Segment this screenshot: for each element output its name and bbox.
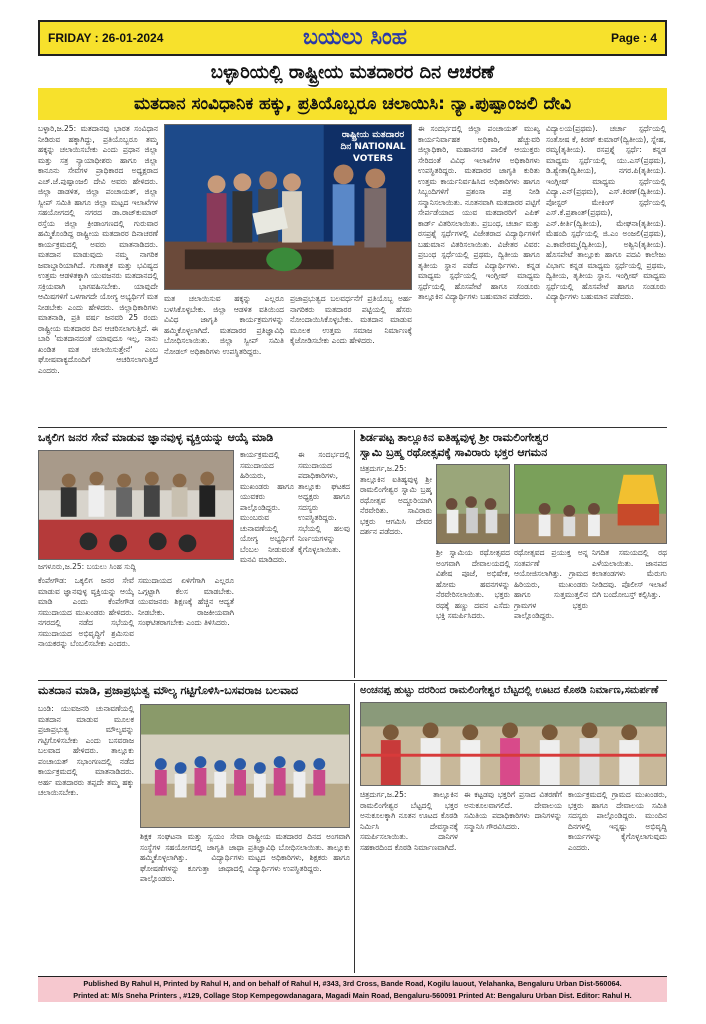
story5-headline: ಅಂಚನಪ್ಪ ಹುಟ್ಟು ದರರಿಂದ ರಾಮಲಿಂಗೇಶ್ವರ ಬೆಟ್ಟದಲ್ಲಿ ಊಟದ ಕೊಠಡಿ ನಿರ್ಮಾಣ,ಸಮರ್ಪಣೆ: [360, 685, 659, 696]
lead-column-below-photo-left: ಮತ ಚಲಾಯಿಸುವ ಹಕ್ಕನ್ನು ಎಲ್ಲರೂ ಬಳಸಿಕೊಳ್ಳಬೇಕು. ಜಿಲ್ಲಾ ಆಡಳಿತ ವತಿಯಿಂದ ವಿವಿಧ ಜಾಗೃತಿ ಕಾರ್ಯಕ್ರಮಗಳನ್ನು ಹಮ್ಮಿಕೊಳ್ಳಲಾಗಿದೆ. ಮತದಾರರ ಪ್ರತಿಜ್ಞಾವಿಧಿ ಬೋಧಿಸಲಾಯಿತು. ಜಿಲ್ಲಾ ಸ್ವೀಪ್ ಸಮಿತಿ ನೋಡಲ್ ಅಧಿಕಾರಿಗಳು ಉಪಸ್ಥಿತರಿದ್ದರು.: [164, 294, 284, 356]
lead-column-1: ಬಳ್ಳಾರಿ,ಜ.25: ಮತದಾನವು ಭಾರತ ಸಂವಿಧಾನ ನೀಡಿರುವ ಹಕ್ಕಾಗಿದ್ದು, ಪ್ರತಿಯೊಬ್ಬರೂ ತಮ್ಮ ಹಕ್ಕನ್ನು ಚಲಾಯಿಸಬೇಕು ಎಂದು ಪ್ರಧಾನ ಜಿಲ್ಲಾ ಮತ್ತು ಸತ್ರ ನ್ಯಾಯಾಧೀಶರು ಹಾಗೂ ಜಿಲ್ಲಾ ಕಾನೂನು ಸೇವೆಗಳ ಪ್ರಾಧಿಕಾರದ ಅಧ್ಯಕ್ಷರಾದ ಎಚ್.ಜೆ.ಪುಷ್ಪಾಂಜಲಿ ದೇವಿ ಅವರು ಹೇಳಿದರು. ಜಿಲ್ಲಾ ಡಾಡಳಿತ, ಜಿಲ್ಲಾ ಪಂಚಾಯತ್, ಜಿಲ್ಲಾ ಸ್ವೀಪ್ ಸಮಿತಿ ಹಾಗೂ ಜಿಲ್ಲಾ ಮಟ್ಟದ ಇಲಾಖೆಗಳ ಸಹಯೋಗದಲ್ಲಿ ನಗರದ ಡಾ.ರಾಜ್‌ಕುಮಾರ್ ರಸ್ತೆಯ ಜಿಲ್ಲಾ ಕ್ರೀಡಾಂಗಣದಲ್ಲಿ ಗುರುವಾರ ಹಮ್ಮಿಕೊಂಡಿದ್ದ ರಾಷ್ಟ್ರೀಯ ಮತದಾರರ ದಿನಾಚರಣೆ ಕಾರ್ಯಕ್ರಮದಲ್ಲಿ ಅವರು ಮಾತನಾಡಿದರು. ಮತದಾನ ಮಾಡುವುದು ನಮ್ಮ ನಾಗರಿಕ ಜವಾಬ್ದಾರಿಯಾಗಿದೆ. ಗುಣಾತ್ಮಕ ಮತ್ತು ಭವಿಷ್ಯದ ಉತ್ತಮ ಆಡಳಿತಕ್ಕಾಗಿ ಯುವಜನರು ಮತದಾನದಲ್ಲಿ ಸಕ್ರಿಯವಾಗಿ ಭಾಗವಹಿಸಬೇಕು. ಯಾವುದೇ ಆಮಿಷಗಳಿಗೆ ಒಳಗಾಗದೇ ಯೋಗ್ಯ ಅಭ್ಯರ್ಥಿಗೆ ಮತ ನೀಡಬೇಕು ಎಂದು ಹೇಳಿದರು. ಜಿಲ್ಲಾಧಿಕಾರಿಗಳು ಮಾತನಾಡಿ, ಪ್ರತಿ ವರ್ಷ ಜನವರಿ 25 ರಂದು ರಾಷ್ಟ್ರೀಯ ಮತದಾರರ ದಿನ ಆಚರಿಸಲಾಗುತ್ತಿದೆ. ಈ ಬಾರಿ 'ಮತದಾನದಂತೆ ಯಾವುದೂ ಇಲ್ಲ, ನಾನು ಖಂಡಿತ ಮತ ಚಲಾಯಿಸುತ್ತೇನೆ' ಎಂಬ ಘೋಷವಾಕ್ಯದೊಂದಿಗೆ ಆಚರಿಸಲಾಗುತ್ತಿದೆ ಎಂದರು.: [38, 124, 158, 375]
story2-column-2: ಸಮುದಾಯದ ಏಳಿಗೆಗಾಗಿ ಎಲ್ಲರೂ ಒಗ್ಗಟ್ಟಾಗಿ ಕೆಲಸ ಮಾಡಬೇಕು. ಯುವಜನರು ಶಿಕ್ಷಣಕ್ಕೆ ಹೆಚ್ಚಿನ ಆದ್ಯತೆ ನೀಡಬೇಕು. ರಾಜಕೀಯವಾಗಿ ಸಂಘಟಿತರಾಗಬೇಕು ಎಂದು ತಿಳಿಸಿದರು.: [138, 576, 234, 627]
story4-column-3: ರಾಷ್ಟ್ರೀಯ ಮತದಾರರ ದಿನದ ಅಂಗವಾಗಿ ಪ್ರತಿಜ್ಞಾವಿಧಿ ಬೋಧಿಸಲಾಯಿತು. ತಾಲ್ಲೂಕು ಮಟ್ಟದ ಅಧಿಕಾರಿಗಳು, ಶಿಕ್ಷಕರು ಹಾಗೂ ವಿದ್ಯಾರ್ಥಿಗಳು ಉಪಸ್ಥಿತರಿದ್ದರು.: [248, 832, 350, 873]
newspaper-title: ಬಯಲು ಸಿಂಹ: [302, 25, 408, 50]
story5-column-3: ಕಾರ್ಯಕ್ರಮದಲ್ಲಿ ಗ್ರಾಮದ ಮುಖಂಡರು, ಭಕ್ತರು ಹಾಗೂ ದೇವಾಲಯ ಸಮಿತಿ ಸದಸ್ಯರು ಪಾಲ್ಗೊಂಡಿದ್ದರು. ಮುಂದಿನ ದಿನಗಳಲ್ಲಿ ಇನ್ನಷ್ಟು ಅಭಿವೃದ್ಧಿ ಕಾರ್ಯಗಳನ್ನು ಕೈಗೊಳ್ಳಲಾಗುವುದು ಎಂದರು.: [568, 790, 667, 852]
awareness-rally-image: [141, 705, 349, 827]
story2-caption: ಜಗಳೂರು,ಜ.25: ಬಯಲು ಸಿಂಹ ಸುದ್ದಿ: [38, 562, 137, 571]
story3-photo-2: [514, 464, 667, 544]
lead-column-below-photo-right: ಪ್ರಜಾಪ್ರಭುತ್ವದ ಬಲವರ್ಧನೆಗೆ ಪ್ರತಿಯೊಬ್ಬ ಅರ್ಹ ನಾಗರಿಕರು ಮತದಾರರ ಪಟ್ಟಿಯಲ್ಲಿ ಹೆಸರು ನೋಂದಾಯಿಸಿಕೊಳ್ಳಬೇಕು. ಮತದಾನ ಮಾಡುವ ಮೂಲಕ ಉತ್ತಮ ಸಮಾಜ ನಿರ್ಮಾಣಕ್ಕೆ ಕೈಜೋಡಿಸಬೇಕು ಎಂದು ಹೇಳಿದರು.: [290, 294, 412, 345]
story3-headline-line1: ಶಿರ್ಡಪಟ್ಟ ತಾಲ್ಲೂಕಿನ ಐತಿಹ್ಯವುಳ್ಳ ಶ್ರೀ ರಾಮಲಿಂಗೇಶ್ವರ: [360, 431, 549, 444]
story3-photo-1: [436, 464, 510, 544]
lead-column-2: ಈ ಸಂದರ್ಭದಲ್ಲಿ ಜಿಲ್ಲಾ ಪಂಚಾಯತ್ ಮುಖ್ಯ ಕಾರ್ಯನಿರ್ವಾಹಕ ಅಧಿಕಾರಿ, ಹೆಚ್ಚುವರಿ ಜಿಲ್ಲಾಧಿಕಾರಿ, ಮಹಾನಗರ ಪಾಲಿಕೆ ಆಯುಕ್ತರು ಸೇರಿದಂತೆ ವಿವಿಧ ಇಲಾಖೆಗಳ ಅಧಿಕಾರಿಗಳು ಉಪಸ್ಥಿತರಿದ್ದರು. ಮತದಾರರ ಜಾಗೃತಿ ಕುರಿತು ಉತ್ತಮ ಕಾರ್ಯನಿರ್ವಹಿಸಿದ ಅಧಿಕಾರಿಗಳು ಹಾಗೂ ಸಿಬ್ಬಂದಿಗಳಿಗೆ ಪ್ರಶಂಸಾ ಪತ್ರ ನೀಡಿ ಸನ್ಮಾನಿಸಲಾಯಿತು. ನೂತನವಾಗಿ ಮತದಾರರ ಪಟ್ಟಿಗೆ ಸೇರ್ಪಡೆಯಾದ ಯುವ ಮತದಾರರಿಗೆ ಎಪಿಕ್ ಕಾರ್ಡ್ ವಿತರಿಸಲಾಯಿತು. ಪ್ರಬಂಧ, ಚರ್ಚಾ ಮತ್ತು ರಸಪ್ರಶ್ನೆ ಸ್ಪರ್ಧೆಗಳಲ್ಲಿ ವಿಜೇತರಾದ ವಿದ್ಯಾರ್ಥಿಗಳಿಗೆ ಬಹುಮಾನ ವಿತರಿಸಲಾಯಿತು. ವಿಜೇತರ ವಿವರ: ಪ್ರಬಂಧ ಸ್ಪರ್ಧೆಯಲ್ಲಿ ಪ್ರಥಮ, ದ್ವಿತೀಯ ಹಾಗೂ ತೃತೀಯ ಸ್ಥಾನ ಪಡೆದ ವಿದ್ಯಾರ್ಥಿಗಳು. ಕನ್ನಡ ಮಾಧ್ಯಮ ಸ್ಪರ್ಧೆಯಲ್ಲಿ ಇಂಗ್ಲೀಷ್ ಮಾಧ್ಯಮ ಸ್ಪರ್ಧೆಯಲ್ಲಿ ಹೊಸಪೇಟೆ ಹಾಗೂ ಸಂಡೂರು ತಾಲ್ಲೂಕಿನ ವಿದ್ಯಾರ್ಥಿಗಳು ಬಹುಮಾನ ಪಡೆದರು.: [418, 124, 540, 301]
story2-column-4: ಈ ಸಂದರ್ಭದಲ್ಲಿ ಸಮುದಾಯದ ಪದಾಧಿಕಾರಿಗಳು, ತಾಲ್ಲೂಕು ಘಟಕದ ಅಧ್ಯಕ್ಷರು ಹಾಗೂ ಸದಸ್ಯರು ಉಪಸ್ಥಿತರಿದ್ದರು. ಸಭೆಯಲ್ಲಿ ಹಲವು ನಿರ್ಣಯಗಳನ್ನು ಕೈಗೊಳ್ಳಲಾಯಿತು.: [298, 450, 350, 554]
story2-column-3: ಕಾರ್ಯಕ್ರಮದಲ್ಲಿ ಸಮುದಾಯದ ಹಿರಿಯರು, ಮುಖಂಡರು ಹಾಗೂ ಯುವಕರು ಪಾಲ್ಗೊಂಡಿದ್ದರು. ಮುಂಬರುವ ಚುನಾವಣೆಯಲ್ಲಿ ಯೋಗ್ಯ ಅಭ್ಯರ್ಥಿಗೆ ಬೆಂಬಲ ನೀಡುವಂತೆ ಮನವಿ ಮಾಡಿದರು.: [240, 450, 294, 564]
story5-column-1: ಚಿತ್ರದುರ್ಗ,ಜ.25: ತಾಲ್ಲೂಕಿನ ರಾಮಲಿಂಗೇಶ್ವರ ಬೆಟ್ಟದಲ್ಲಿ ಭಕ್ತರ ಅನುಕೂಲಕ್ಕಾಗಿ ನೂತನ ಊಟದ ಕೊಠಡಿ ನಿರ್ಮಿಸಿ ದೇವಸ್ಥಾನಕ್ಕೆ ಸಮರ್ಪಿಸಲಾಯಿತು. ದಾನಿಗಳ ಸಹಕಾರದಿಂದ ಕೊಠಡಿ ನಿರ್ಮಾಣವಾಗಿದೆ.: [360, 790, 458, 852]
page-number: Page : 4: [610, 31, 657, 45]
masthead: [38, 20, 667, 56]
temple-crowd-image: [437, 465, 509, 543]
story4-column-2: ಶಿಕ್ಷಕ ಸಂಘಟನಾ ಮತ್ತು ಸ್ವಯಂ ಸೇವಾ ಸಂಸ್ಥೆಗಳ ಸಹಯೋಗದಲ್ಲಿ ಜಾಗೃತಿ ಜಾಥಾ ಹಮ್ಮಿಕೊಳ್ಳಲಾಗಿತ್ತು. ವಿದ್ಯಾರ್ಥಿಗಳು ಘೋಷಣೆಗಳನ್ನು ಕೂಗುತ್ತಾ ಜಾಥಾದಲ್ಲಿ ಪಾಲ್ಗೊಂಡರು.: [140, 832, 244, 883]
story2-column-1: ಕೆಂಪೇಗೌಡ: ಒಕ್ಕಲಿಗ ಜನರ ಸೇವೆ ಮಾಡುವ ಜ್ಞಾನವುಳ್ಳ ವ್ಯಕ್ತಿಯನ್ನು ಆಯ್ಕೆ ಮಾಡಿ ಎಂದು ಕೆಂಪೇಗೌಡ ಸಮುದಾಯದ ಮುಖಂಡರು ಹೇಳಿದರು. ನಗರದಲ್ಲಿ ನಡೆದ ಸಭೆಯಲ್ಲಿ ಸಮುದಾಯದ ಅಭಿವೃದ್ಧಿಗೆ ಶ್ರಮಿಸುವ ನಾಯಕರನ್ನು ಬೆಂಬಲಿಸಬೇಕು ಎಂದರು.: [38, 576, 134, 648]
story3-headline-line2: ಸ್ವಾಮಿ ಬ್ರಹ್ಮ ರಥೋತ್ಸವಕ್ಕೆ ಸಾವಿರಾರು ಭಕ್ತರ ಆಗಮನ: [360, 446, 548, 459]
imprint-line-2: Printed at: M/s Sneha Printers , #129, Collage Stop Kempegowdanagara, Magadi Main Road, Bengaluru-560091 Printed At: Bengaluru Urban Dist. Editor: Rahul H.: [73, 991, 632, 1000]
lead-headline: ಬಳ್ಳಾರಿಯಲ್ಲಿ ರಾಷ್ಟ್ರೀಯ ಮತದಾರರ ದಿನ ಆಚರಣೆ: [210, 62, 495, 83]
lead-photo: [164, 124, 412, 290]
section-divider: [38, 427, 667, 428]
story5-column-2: ಈ ಕಟ್ಟಡವು ಭಕ್ತರಿಗೆ ಪ್ರಸಾದ ವಿತರಣೆಗೆ ಅನುಕೂಲವಾಗಲಿದೆ. ದೇವಾಲಯ ಸಮಿತಿಯ ಪದಾಧಿಕಾರಿಗಳು ದಾನಿಗಳನ್ನು ಸನ್ಮಾನಿಸಿ ಗೌರವಿಸಿದರು.: [464, 790, 562, 831]
ribbon-cutting-image: [361, 703, 666, 785]
story2-headline: ಒಕ್ಕಲಿಗ ಜನರ ಸೇವೆ ಮಾಡುವ ಜ್ಞಾನವುಳ್ಳ ವ್ಯಕ್ತಿಯನ್ನು ಆಯ್ಕೆ ಮಾಡಿ: [38, 431, 274, 444]
story5-photo: [360, 702, 667, 786]
story4-photo: [140, 704, 350, 828]
story4-column-1: ಬಂಡಿ: ಯುವಜನರಿ ಚುನಾವಣೆಯಲ್ಲಿ ಮತದಾನ ಮಾಡುವ ಮೂಲಕ ಪ್ರಜಾಪ್ರಭುತ್ವ ಮೌಲ್ಯವನ್ನು ಗಟ್ಟಿಗೊಳಿಸಬೇಕು ಎಂದು ಬಸವರಾಜ ಬಲವಾದ ಹೇಳಿದರು. ತಾಲ್ಲೂಕು ಪಂಚಾಯತ್ ಸಭಾಂಗಣದಲ್ಲಿ ನಡೆದ ಕಾರ್ಯಕ್ರಮದಲ್ಲಿ ಮಾತನಾಡಿದರು. ಅರ್ಹ ಮತದಾರರು ತಪ್ಪದೇ ತಮ್ಮ ಹಕ್ಕು ಚಲಾಯಿಸಬೇಕು.: [38, 704, 134, 797]
story2-photo: [38, 450, 234, 560]
lead-subheadline: ಮತದಾನ ಸಂವಿಧಾನಿಕ ಹಕ್ಕು, ಪ್ರತಿಯೊಬ್ಬರೂ ಚಲಾಯಿಸಿ: ನ್ಯಾ.ಪುಷ್ಪಾಂಜಲಿ ದೇವಿ: [38, 88, 667, 120]
meeting-image: [39, 451, 233, 559]
chariot-festival-image: [515, 465, 666, 543]
story3-column-2: ಶ್ರೀ ಸ್ವಾಮಿಯ ರಥೋತ್ಸವದ ಅಂಗವಾಗಿ ದೇವಾಲಯದಲ್ಲಿ ವಿಶೇಷ ಪೂಜೆ, ಅಭಿಷೇಕ, ಹೋಮ ಹವನಗಳನ್ನು ನೆರವೇರಿಸಲಾಯಿತು. ಭಕ್ತರು ರಥಕ್ಕೆ ಹಣ್ಣು ದವನ ಎಸೆದು ಭಕ್ತಿ ಸಮರ್ಪಿಸಿದರು.: [436, 548, 510, 620]
issue-date: FRIDAY : 26-01-2024: [48, 31, 164, 45]
story3-column-3: ರಥೋತ್ಸವದ ಪ್ರಯುಕ್ತ ಅನ್ನ ಸಂತರ್ಪಣೆ ಆಯೋಜಿಸಲಾಗಿತ್ತು. ಗ್ರಾಮದ ಹಿರಿಯರು, ಮುಖಂಡರು ಹಾಗೂ ಸುತ್ತಮುತ್ತಲಿನ ಗ್ರಾಮಗಳ ಭಕ್ತರು ಪಾಲ್ಗೊಂಡಿದ್ದರು.: [514, 548, 588, 620]
imprint-footer: [38, 976, 667, 1002]
newspaper-page: [32, 14, 673, 1004]
stage-banner-text: ರಾಷ್ಟ್ರೀಯ ಮತದಾರರ ದಿನ NATIONAL VOTERS: [340, 130, 406, 164]
imprint-line-1: Published By Rahul H, Printed by Rahul H, and on behalf of Rahul H, #343, 3rd Cross, Bande Road, Kogilu lauout, Yelahanka, Bengaluru Urban Dist-560064.: [83, 979, 622, 988]
story4-headline: ಮತದಾನ ಮಾಡಿ, ಪ್ರಜಾಪ್ರಭುತ್ವ ಮೌಲ್ಯ ಗಟ್ಟಿಗೊಳಿಸಿ-ಬಸವರಾಜ ಬಲವಾದ: [38, 684, 299, 697]
section-divider-2: [38, 680, 667, 681]
story3-column-1: ಚಿತ್ರದುರ್ಗ,ಜ.25: ತಾಲ್ಲೂಕಿನ ಐತಿಹ್ಯವುಳ್ಳ ಶ್ರೀ ರಾಮಲಿಂಗೇಶ್ವರ ಸ್ವಾಮಿ ಬ್ರಹ್ಮ ರಥೋತ್ಸವ ಅದ್ದೂರಿಯಾಗಿ ನೆರವೇರಿತು. ಸಾವಿರಾರು ಭಕ್ತರು ಆಗಮಿಸಿ ದೇವರ ದರ್ಶನ ಪಡೆದರು.: [360, 464, 432, 536]
column-divider: [354, 430, 355, 678]
column-divider-2: [354, 683, 355, 973]
lead-column-3: ವಿದ್ಯಾಲಯ(ಪ್ರಥಮ). ಚರ್ಚಾ ಸ್ಪರ್ಧೆಯಲ್ಲಿ ಸಂತೋಷ ಕೆ, ಕಿರಣ್ ಕುಮಾರ್(ದ್ವಿತೀಯ), ಸ್ನೇಹ, ರಮ್ಯ(ತೃತೀಯ). ರಸಪ್ರಶ್ನೆ ಸ್ಪರ್ಧೆ: ಕನ್ನಡ ಮಾಧ್ಯಮ ಸ್ಪರ್ಧೆಯಲ್ಲಿ ಯು.ಎಸ್(ಪ್ರಥಮ), ಡಿ.ಶ್ವೇತಾ(ದ್ವಿತೀಯ), ನಗರ.ಪಿ(ತೃತೀಯ). ಇಂಗ್ಲೀಷ್ ಮಾಧ್ಯಮ ಸ್ಪರ್ಧೆಯಲ್ಲಿ ವಿದ್ಯಾ.ಎನ್(ಪ್ರಥಮ), ಎಸ್.ಕಿರಣ್(ದ್ವಿತೀಯ). ಪೋಸ್ಟರ್ ಮೇಕಿಂಗ್ ಸ್ಪರ್ಧೆಯಲ್ಲಿ ಎಸ್.ಕೆ.ಪ್ರಶಾಂತ್(ಪ್ರಥಮ), ಎನ್.ಕೀರ್ತಿ(ದ್ವಿತೀಯ), ಮೇಘನಾ(ತೃತೀಯ). ಮೆಹಂದಿ ಸ್ಪರ್ಧೆಯಲ್ಲಿ ಜಿ.ಎಂ ಅಂಜಲಿ(ಪ್ರಥಮ), ಎ.ಕಾವೇರಮ್ಮ(ದ್ವಿತೀಯ), ಅಶ್ವಿನಿ(ತೃತೀಯ). ಹೊಸಪೇಟೆ ತಾಲ್ಲೂಕು ಹಾಗೂ ಪದವಿ ಕಾಲೇಜು ವಿಭಾಗ: ಕನ್ನಡ ಮಾಧ್ಯಮ ಸ್ಪರ್ಧೆಯಲ್ಲಿ ಪ್ರಥಮ, ದ್ವಿತೀಯ, ತೃತೀಯ ಸ್ಥಾನ. ಇಂಗ್ಲೀಷ್ ಮಾಧ್ಯಮ ಸ್ಪರ್ಧೆಯಲ್ಲಿ ಹೊಸಪೇಟೆ ಹಾಗೂ ಸಂಡೂರು ವಿದ್ಯಾರ್ಥಿಗಳು ಬಹುಮಾನ ಪಡೆದರು.: [546, 124, 666, 301]
story3-column-4: ನಿಗದಿತ ಸಮಯದಲ್ಲಿ ರಥ ಎಳೆಯಲಾಯಿತು. ಜಾನಪದ ಕಲಾತಂಡಗಳು ಮೆರುಗು ನೀಡಿದವು. ಪೊಲೀಸ್ ಇಲಾಖೆ ಬಿಗಿ ಬಂದೋಬಸ್ತ್ ಕಲ್ಪಿಸಿತ್ತು.: [592, 548, 667, 599]
